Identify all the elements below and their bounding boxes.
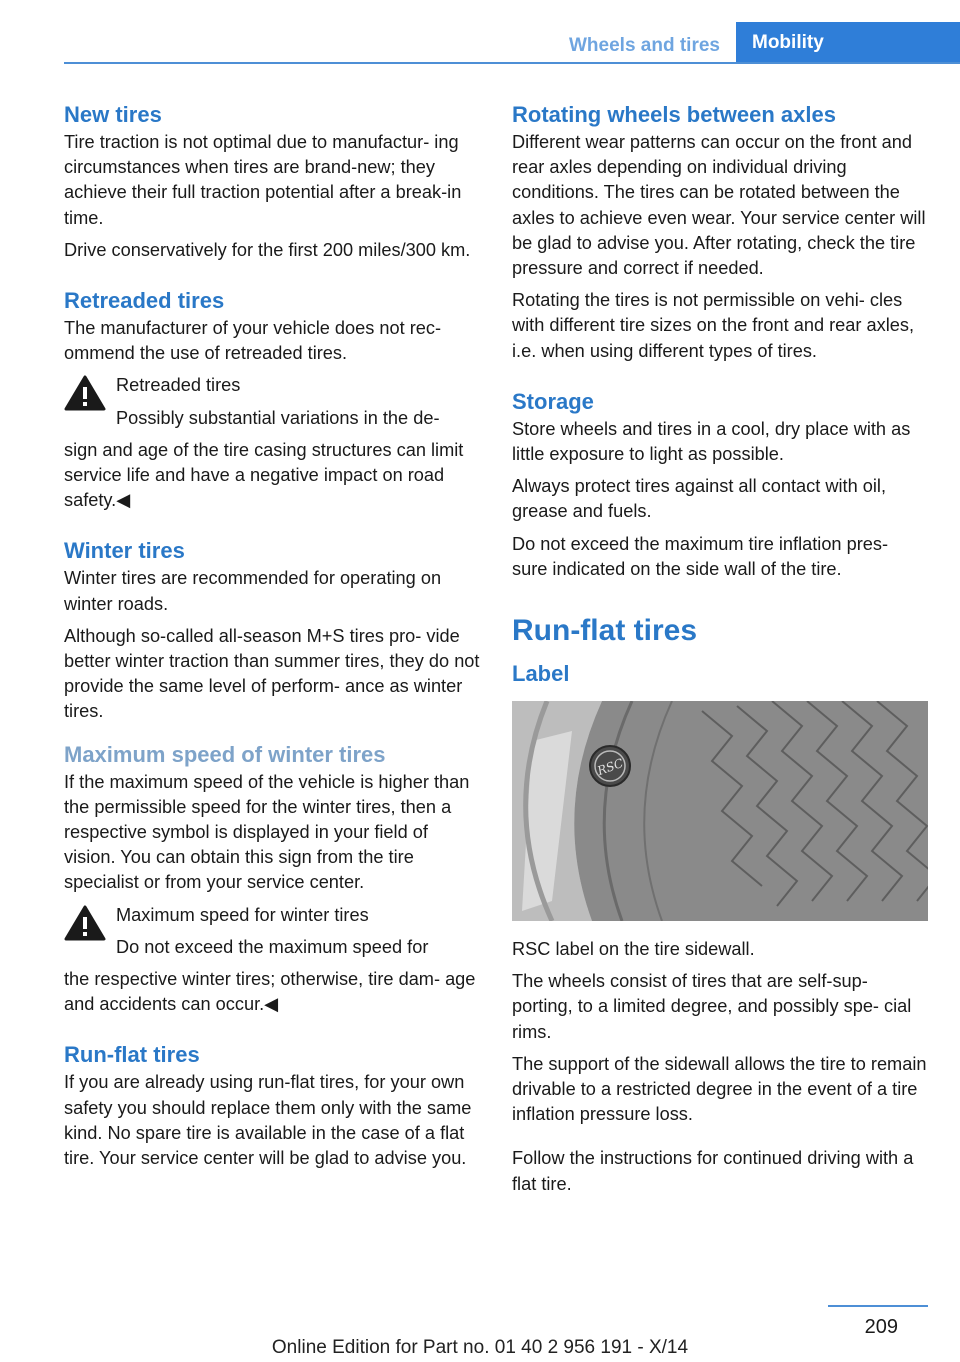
paragraph: The manufacturer of your vehicle does not rec‐ ommend the use of retreaded tires. (64, 318, 442, 364)
heading-run-flat-tires: Run-flat tires (64, 1042, 200, 1068)
warning-text-continued: the respective winter tires; otherwise, tire dam‐ age and accidents can occur.◀ (64, 969, 476, 1015)
paragraph: Drive conservatively for the first 200 miles/300 km. (64, 239, 471, 260)
heading-run-flat-section: Run-flat tires (512, 614, 698, 648)
paragraph: If you are already using run-flat tires, for your own safety you should replace them only with the same kind. No spare tire is available in the case of a flat tire. Your service center will be glad to advise you. (64, 1072, 472, 1169)
paragraph: If the maximum speed of the vehicle is higher than the permissible speed for the winter tires, then a respective symbol is displayed in your field of vision. You can obtain this sign from the tire specialist or from your service center. (64, 771, 470, 893)
rsc-tire-illustration (512, 701, 928, 921)
paragraph: Store wheels and tires in a cool, dry place with as little exposure to light as possible. (512, 418, 911, 465)
paragraph: Do not exceed the maximum tire inflation pres‐ sure indicated on the side wall of the tire. (512, 533, 889, 579)
paragraph: Tire traction is not optimal due to manufactur‐ ing circumstances when tires are brand-new; they achieve their full traction potential after a break-in time. (64, 132, 462, 228)
warning-text-continued: sign and age of the tire casing structures can limit service life and have a negative impact on road safety.◀ (64, 439, 464, 511)
heading-rotating-wheels: Rotating wheels between axles (512, 102, 836, 127)
warning-title: Maximum speed for winter tires (116, 904, 369, 925)
page-header (64, 22, 960, 64)
heading-storage: Storage (512, 388, 594, 414)
heading-label: Label (512, 661, 570, 687)
warning-triangle-icon (64, 375, 106, 411)
image-caption: RSC label on the tire sidewall. (512, 939, 755, 960)
left-column (64, 100, 480, 1178)
header-section-title: Wheels and tires (569, 35, 720, 56)
heading-retreaded-tires: Retreaded tires (64, 288, 225, 314)
footer-edition-text: Online Edition for Part no. 01 40 2 956 191 - X/14 (271, 1337, 689, 1358)
paragraph: Different wear patterns can occur on the front and rear axles depending on individual driving conditions. The tires can be rotated between the axles to achieve even wear. Your service center will be glad to advise you. After rotating, check the tire pressure and correct if needed. (512, 132, 926, 279)
warning-title: Retreaded tires (116, 375, 241, 396)
warning-text: Possibly substantial variations in the de‐ (116, 407, 440, 428)
paragraph: Winter tires are recommended for operating on winter roads. (64, 568, 442, 614)
paragraph: The support of the sidewall allows the tire to remain drivable to a restricted degree in the event of a tire inflation pressure loss. (512, 1053, 927, 1125)
rsc-logo-text: RSC (595, 755, 626, 779)
paragraph: The wheels consist of tires that are self-sup‐ porting, to a limited degree, and possibly spe‐ cial rims. (512, 971, 912, 1042)
heading-winter-tires: Winter tires (64, 538, 185, 564)
heading-max-speed-winter: Maximum speed of winter tires (64, 741, 386, 767)
warning-text: Do not exceed the maximum speed for (116, 936, 429, 957)
paragraph: Follow the instructions for continued driving with a flat tire. (512, 1148, 914, 1194)
warning-block (64, 373, 480, 513)
paragraph: Always protect tires against all contact with oil, grease and fuels. (512, 476, 887, 522)
paragraph: Although so-called all-season M+S tires pro‐ vide better winter traction than summer tires, they do not provide the same level of perform‐ ance as winter tires. (64, 625, 480, 722)
header-chapter-tab: Mobility (736, 22, 960, 64)
warning-block (64, 903, 480, 1018)
right-column (512, 100, 928, 1204)
warning-triangle-icon (64, 905, 106, 941)
heading-new-tires: New tires (64, 102, 162, 127)
footer-rule (828, 1305, 928, 1307)
header-rule (64, 62, 960, 64)
page-number: 209 (864, 1316, 898, 1338)
paragraph: Rotating the tires is not permissible on vehi‐ cles with different tire sizes on the front and rear axles, i.e. when using different types of tires. (512, 290, 915, 361)
